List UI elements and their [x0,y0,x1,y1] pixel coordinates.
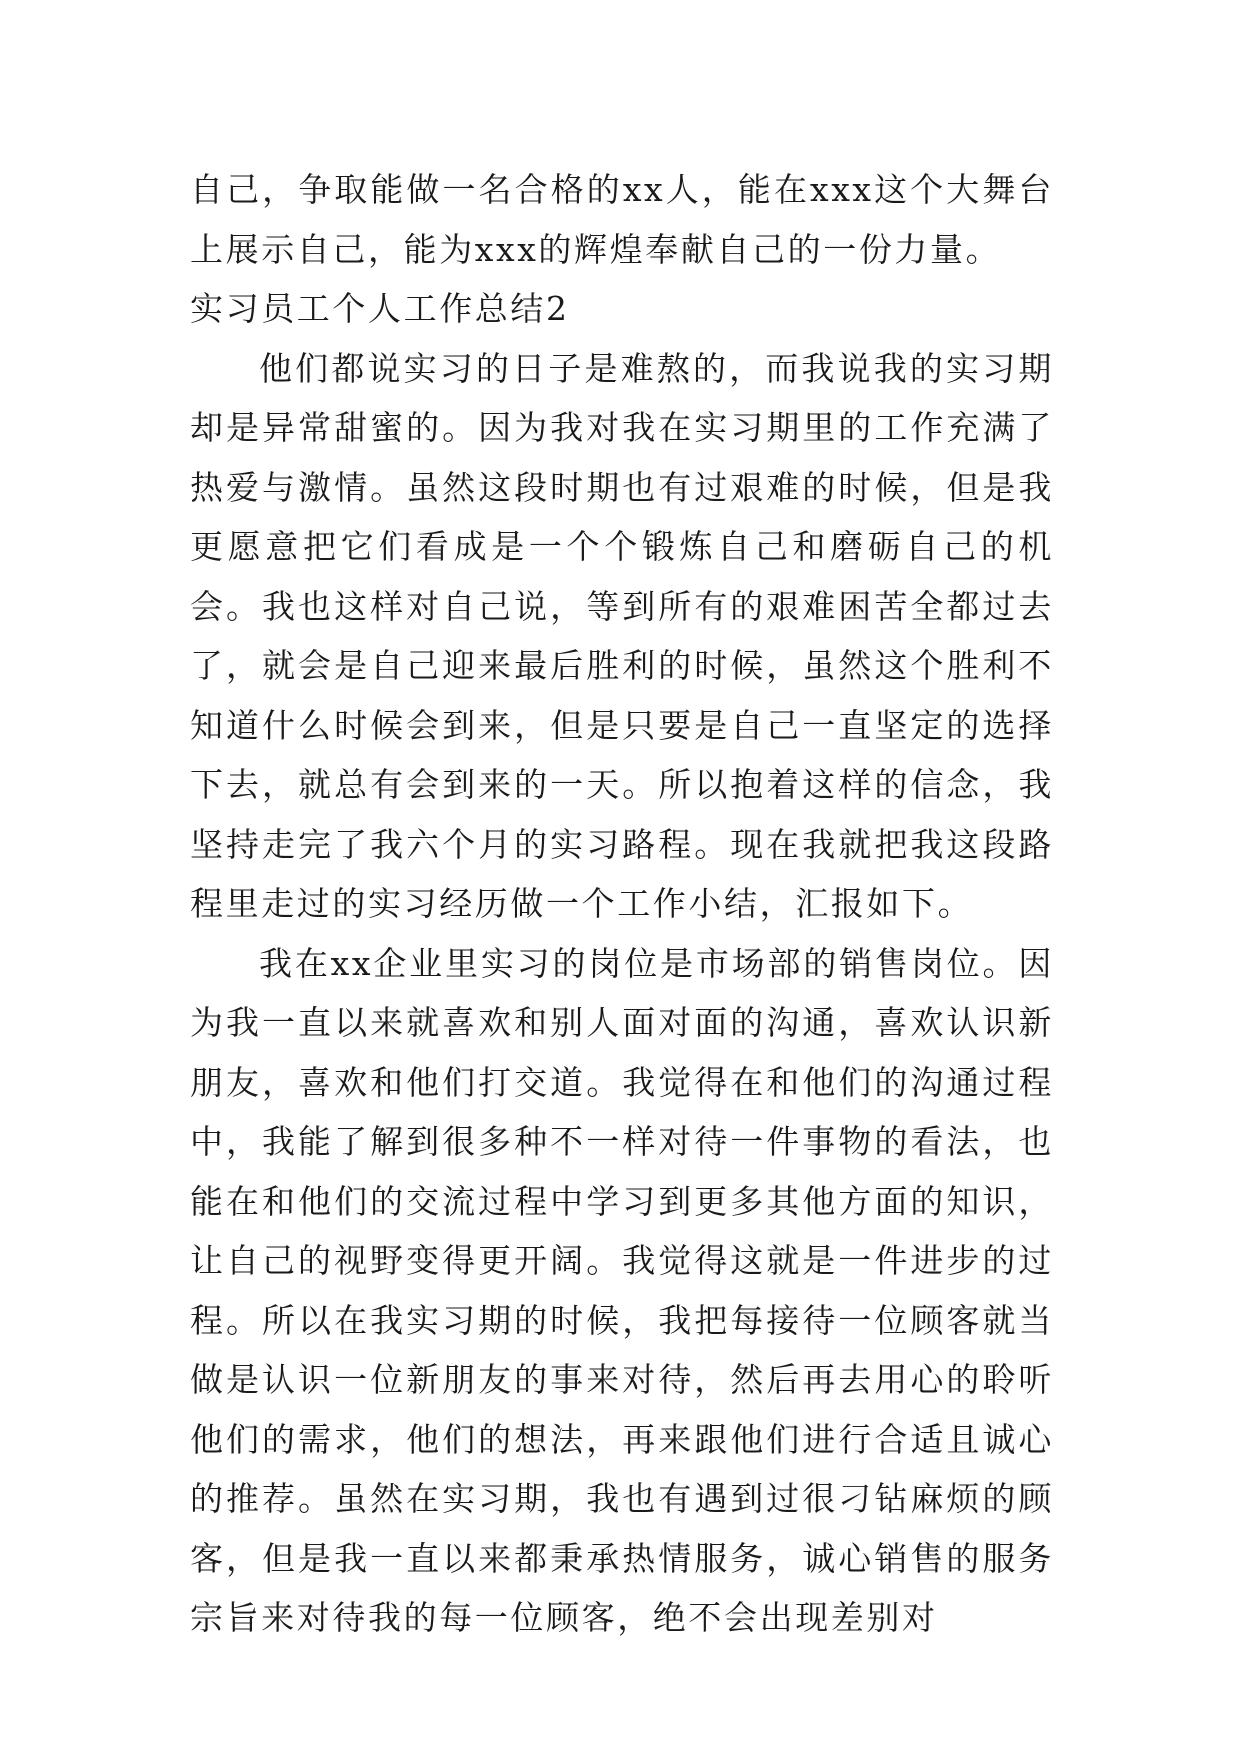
paragraph-sales-position: 我在xx企业里实习的岗位是市场部的销售岗位。因为我一直以来就喜欢和别人面对面的沟通，喜欢认识新朋友，喜欢和他们打交道。我觉得在和他们的沟通过程中，我能了解到很多种不一样对待一件事物的看法，也能在和他们的交流过程中学习到更多其他方面的知识，让自己的视野变得更开阔。我觉得这就是一件进步的过程。所以在我实习期的时候，我把每接待一位顾客就当做是认识一位新朋友的事来对待，然后再去用心的聆听他们的需求，他们的想法，再来跟他们进行合适且诚心的推荐。虽然在实习期，我也有遇到过很刁钻麻烦的顾客，但是我一直以来都秉承热情服务，诚心销售的服务宗旨来对待我的每一位顾客，绝不会出现差别对 [190,943,1054,1637]
paragraph-continuation: 自己，争取能做一名合格的xx人，能在xxx这个大舞台上展示自己，能为xxx的辉煌奉献自己的一份力量。 [190,170,1054,269]
document-body [190,160,1054,1648]
section-heading: 实习员工个人工作总结2 [190,289,570,328]
paragraph-internship-feelings: 他们都说实习的日子是难熬的，而我说我的实习期却是异常甜蜜的。因为我对我在实习期里的工作充满了热爱与激情。虽然这段时期也有过艰难的时候，但是我更愿意把它们看成是一个个锻炼自己和磨砺自己的机会。我也这样对自己说，等到所有的艰难困苦全都过去了，就会是自己迎来最后胜利的时候，虽然这个胜利不知道什么时候会到来，但是只要是自己一直坚定的选择下去，就总有会到来的一天。所以抱着这样的信念，我坚持走完了我六个月的实习路程。现在我就把我这段路程里走过的实习经历做一个工作小结，汇报如下。 [190,348,1054,923]
